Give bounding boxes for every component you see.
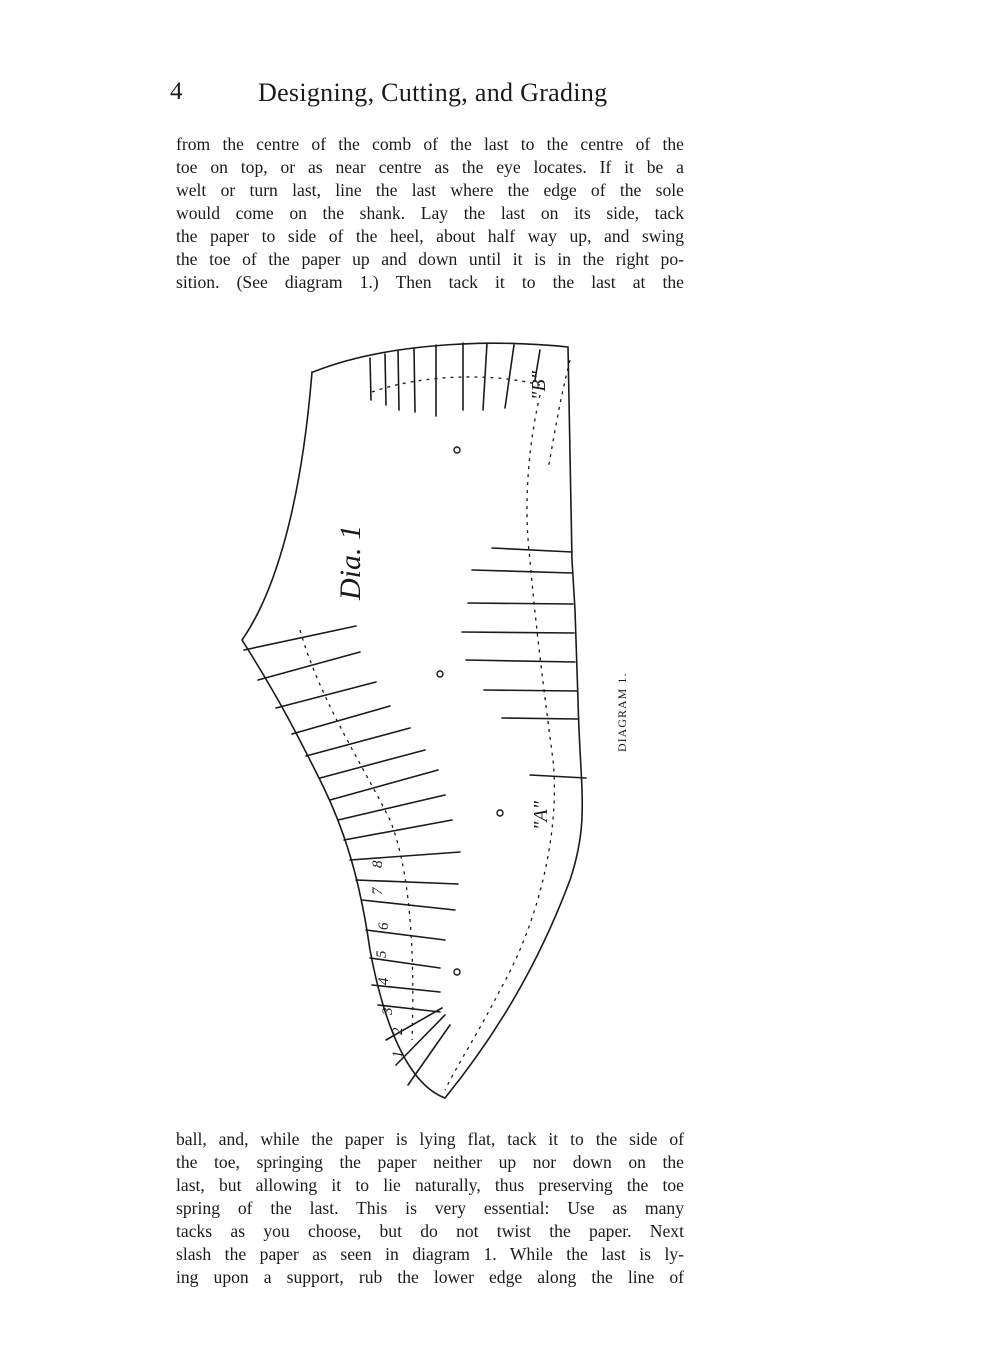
- bottom-slashes: [244, 626, 460, 1085]
- text-line: would come on the shank. Lay the last on its side, tack: [176, 203, 684, 223]
- right-slashes: [462, 548, 586, 778]
- guide-line-right: [445, 395, 554, 1090]
- mark-b: "B": [528, 370, 550, 400]
- text-line: welt or turn last, line the last where the edge of the sole: [176, 180, 684, 200]
- guide-line-b: [372, 377, 540, 392]
- slash-number: 4: [376, 977, 392, 985]
- tack-marks: [437, 447, 503, 975]
- text-line: sition. (See diagram 1.) Then tack it to the last at the: [176, 272, 684, 292]
- text-line: tacks as you choose, but do not twist the paper. Next: [176, 1221, 684, 1241]
- slash-number: 1: [390, 1050, 406, 1058]
- mark-a: "A": [530, 800, 552, 830]
- paragraph-top: [176, 133, 684, 294]
- paragraph-bottom: [176, 1128, 684, 1289]
- guide-line-top-right: [548, 360, 570, 470]
- running-title: Designing, Cutting, and Grading: [258, 78, 608, 107]
- text-line: slash the paper as seen in diagram 1. While the last is ly-: [176, 1244, 684, 1264]
- diagram-svg: [230, 328, 650, 1104]
- text-line: the paper to side of the heel, about half way up, and swing: [176, 226, 684, 246]
- slash-number: 6: [376, 922, 392, 930]
- text-line: the toe, springing the paper neither up nor down on the: [176, 1152, 684, 1172]
- guide-line-left: [300, 630, 413, 1040]
- text-line: ball, and, while the paper is lying flat, tack it to the side of: [176, 1129, 684, 1149]
- pattern-diagram: [230, 328, 650, 1104]
- text-line: last, but allowing it to lie naturally, thus preserving the toe: [176, 1175, 684, 1195]
- text-line: from the centre of the comb of the last to the centre of the: [176, 134, 684, 154]
- slash-number: 5: [374, 950, 390, 958]
- text-line: ing upon a support, rub the lower edge along the line of: [176, 1267, 684, 1287]
- text-line: the toe of the paper up and down until it is in the right po-: [176, 249, 684, 269]
- text-line: toe on top, or as near centre as the eye locates. If it be a: [176, 157, 684, 177]
- running-header: [170, 78, 690, 112]
- slash-number: 3: [380, 1007, 396, 1015]
- slash-number: 7: [370, 887, 386, 895]
- slash-number: 8: [370, 860, 386, 868]
- diagram-label: Dia. 1: [334, 525, 367, 600]
- diagram-caption: DIAGRAM 1.: [615, 672, 629, 752]
- text-line: spring of the last. This is very essential: Use as many: [176, 1198, 684, 1218]
- page-number: 4: [170, 78, 183, 105]
- slash-number: 2: [390, 1027, 406, 1035]
